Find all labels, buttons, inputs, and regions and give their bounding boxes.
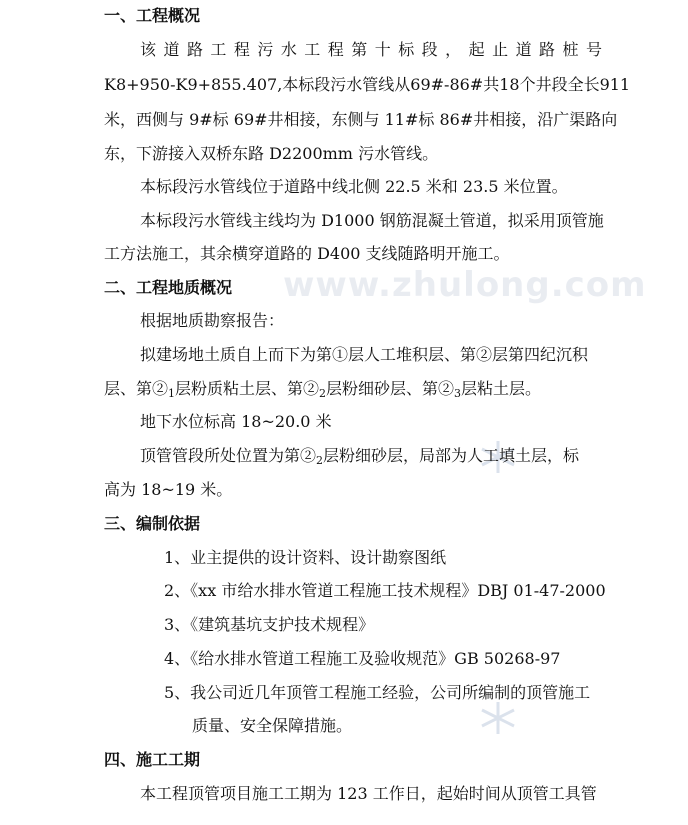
- subscript: 1: [168, 387, 176, 400]
- list-item: 2、《xx 市给水排水管道工程施工技术规程》DBJ 01-47-2000: [164, 581, 606, 600]
- list-item: 1、业主提供的设计资料、设计勘察图纸: [164, 548, 447, 567]
- paragraph-line: K8+950-K9+855.407,本标段污水管线从69#-86#共18个井段全长911: [104, 75, 631, 94]
- paragraph-line: 地下水位标高 18~20.0 米: [140, 412, 332, 431]
- section-3-heading: 三、编制依据: [104, 514, 201, 533]
- snowflake-logo-icon: [476, 700, 520, 736]
- subscript: 2: [316, 454, 324, 467]
- list-item: 5、我公司近几年顶管工程施工经验，公司所编制的顶管施工: [164, 683, 591, 702]
- text-run: 层粘土层。: [461, 379, 542, 398]
- text-run: 层粉质粘土层、第②: [175, 379, 320, 398]
- subscript: 3: [454, 387, 462, 400]
- paragraph-line: 拟建场地土质自上而下为第①层人工堆积层、第②层第四纪沉积: [140, 345, 589, 364]
- text-run: 层粉细砂层、第②: [326, 379, 455, 398]
- paragraph-line: 工方法施工，其余横穿道路的 D400 支线随路明开施工。: [104, 244, 510, 263]
- watermark: www.zhulong.com: [283, 265, 647, 305]
- text-run: 顶管管段所处位置为第②: [140, 446, 317, 465]
- list-item: 3、《建筑基坑支护技术规程》: [164, 615, 375, 634]
- paragraph-line: 本标段污水管线位于道路中线北侧 22.5 米和 23.5 米位置。: [140, 177, 568, 196]
- paragraph-line: [104, 378, 541, 405]
- paragraph-line: 东，下游接入双桥东路 D2200mm 污水管线。: [104, 144, 439, 163]
- paragraph-line: 本标段污水管线主线均为 D1000 钢筋混凝土管道，拟采用顶管施: [140, 211, 604, 230]
- paragraph-line: [140, 445, 579, 472]
- list-item-continuation: 质量、安全保障措施。: [192, 716, 353, 735]
- subscript: 2: [319, 387, 327, 400]
- paragraph-line: 本工程顶管项目施工工期为 123 工作日，起始时间从顶管工具管: [140, 784, 597, 803]
- paragraph-line: 米，西侧与 9#标 69#井相接，东侧与 11#标 86#井相接，沿广渠路向: [104, 110, 618, 129]
- paragraph-line: 高为 18~19 米。: [104, 480, 233, 499]
- text-run: 层粉细砂层，局部为人工填土层，标: [323, 446, 580, 465]
- section-1-heading: 一、工程概况: [104, 6, 201, 25]
- text-run: 层、第②: [104, 379, 169, 398]
- section-4-heading: 四、施工工期: [104, 750, 201, 769]
- list-item: 4、《给水排水管道工程施工及验收规范》GB 50268-97: [164, 649, 561, 668]
- section-2-heading: 二、工程地质概况: [104, 278, 233, 297]
- paragraph-line: 根据地质勘察报告：: [140, 311, 285, 330]
- paragraph-line: 该道路工程污水工程第十标段，起止道路桩号: [140, 40, 602, 59]
